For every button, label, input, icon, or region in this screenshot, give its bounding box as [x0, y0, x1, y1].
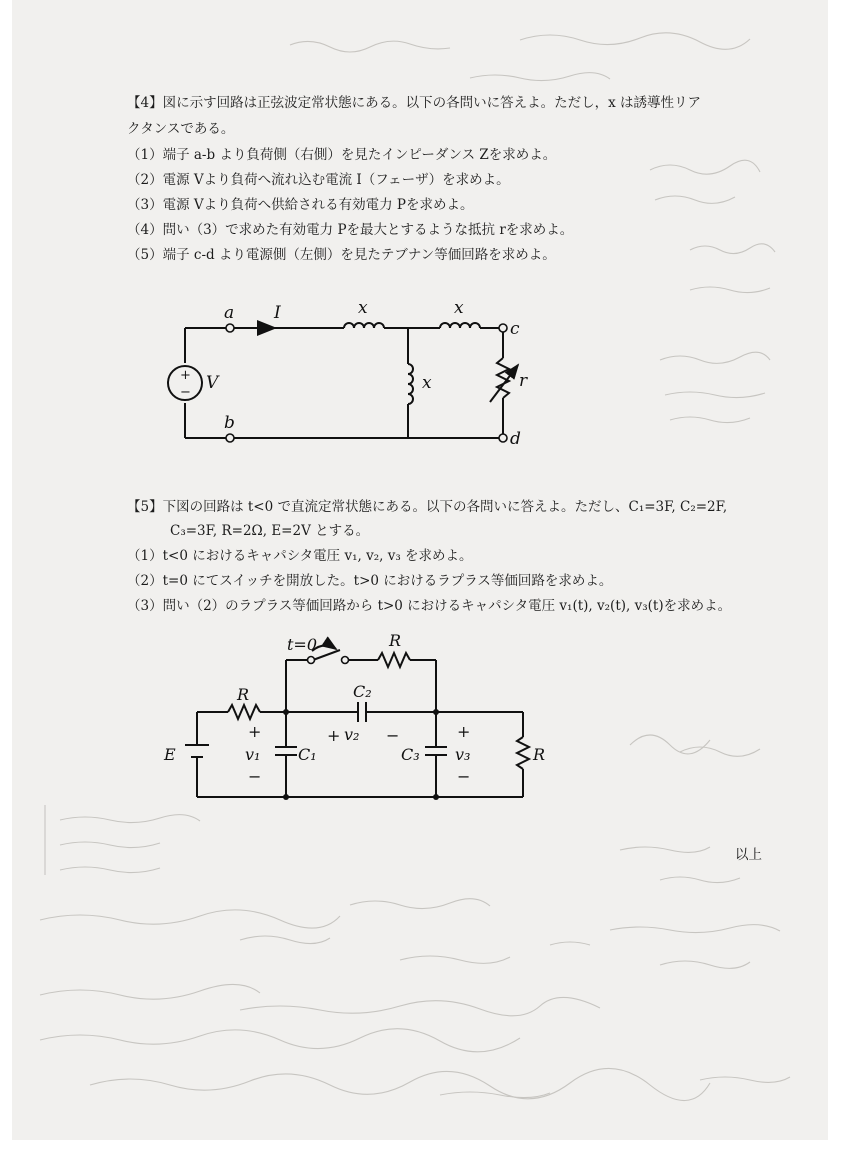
v2-plus-sign: +	[327, 726, 341, 745]
capacitor-C3-label: C₃	[401, 745, 420, 764]
problem5-question-1: （1）t<0 におけるキャパシタ電圧 v₁, v₂, v₃ を求めよ。	[127, 548, 473, 564]
capacitor-C2-label: C₂	[353, 682, 372, 701]
problem4-question-1: （1）端子 a-b より負荷側（右側）を見たインピーダンス Zを求めよ。	[127, 147, 557, 163]
switch-label: t=0	[287, 635, 318, 654]
circuit-4-labels	[206, 298, 528, 449]
capacitor-C1-label: C₁	[298, 745, 317, 764]
resistor-right-label: R	[533, 745, 546, 764]
problem4-question-5: （5）端子 c-d より電源側（左側）を見たテブナン等価回路を求めよ。	[127, 247, 556, 263]
circuit-5-labels	[163, 631, 545, 786]
v3-minus-sign: −	[457, 767, 471, 786]
inductor-x3-label: x	[422, 373, 432, 393]
end-mark: 以上	[735, 847, 762, 863]
svg-text:−: −	[180, 385, 191, 400]
circuit-4	[168, 323, 518, 438]
v3-plus-sign: +	[457, 722, 471, 741]
problem4-question-2: （2）電源 Vより負荷へ流れ込む電流 I（フェーザ）を求めよ。	[127, 172, 510, 188]
problem5-question-3: （3）問い（2）のラプラス等価回路から t>0 におけるキャパシタ電圧 v₁(t), v₂(t), v₃(t)を求めよ。	[127, 598, 732, 614]
circuit-5-switch-contacts	[308, 657, 349, 664]
circuit-4-terminals	[226, 324, 507, 442]
inductor-x2-label: x	[454, 298, 464, 318]
resistor-left-label: R	[237, 685, 250, 704]
svg-text:+: +	[180, 368, 191, 383]
v1-plus-sign: +	[248, 722, 262, 741]
problem4-intro-line1: 【4】図に示す回路は正弦波定常状態にある。以下の各問いに答えよ。ただし，x は誘導性リア	[127, 95, 701, 111]
problem4-question-3: （3）電源 Vより負荷へ供給される有効電力 Pを求めよ。	[127, 197, 474, 213]
resistor-top-label: R	[389, 631, 402, 650]
current-I-label: I	[274, 303, 281, 323]
problem5-question-2: （2）t=0 にてスイッチを開放した。t>0 におけるラプラス等価回路を求めよ。	[127, 573, 613, 589]
problem5-intro-line2: C₃=3F, R=2Ω, E=2V とする。	[170, 523, 370, 539]
voltage-v3-label: v₃	[455, 745, 471, 764]
voltage-v2-label: v₂	[344, 725, 360, 744]
inductor-x1-label: x	[358, 298, 368, 318]
terminal-c-label: c	[510, 319, 520, 339]
problem4-question-4: （4）問い（3）で求めた有効電力 Pを最大とするような抵抗 rを求めよ。	[127, 222, 574, 238]
source-V-label: V	[206, 373, 219, 393]
problem4-intro-line2: クタンスである。	[127, 121, 235, 137]
resistor-r-label: r	[519, 371, 528, 391]
problem5-intro-line1: 【5】下図の回路は t<0 で直流定常状態にある。以下の各問いに答えよ。ただし、C₁=3F, C₂=2F,	[127, 499, 728, 515]
terminal-d-label: d	[510, 429, 521, 449]
v2-minus-sign: −	[386, 726, 400, 745]
voltage-v1-label: v₁	[245, 745, 261, 764]
terminal-a-label: a	[224, 303, 235, 323]
circuit-5	[185, 645, 529, 797]
source-E-label: E	[164, 745, 176, 764]
v1-minus-sign: −	[248, 767, 262, 786]
terminal-b-label: b	[224, 413, 235, 433]
